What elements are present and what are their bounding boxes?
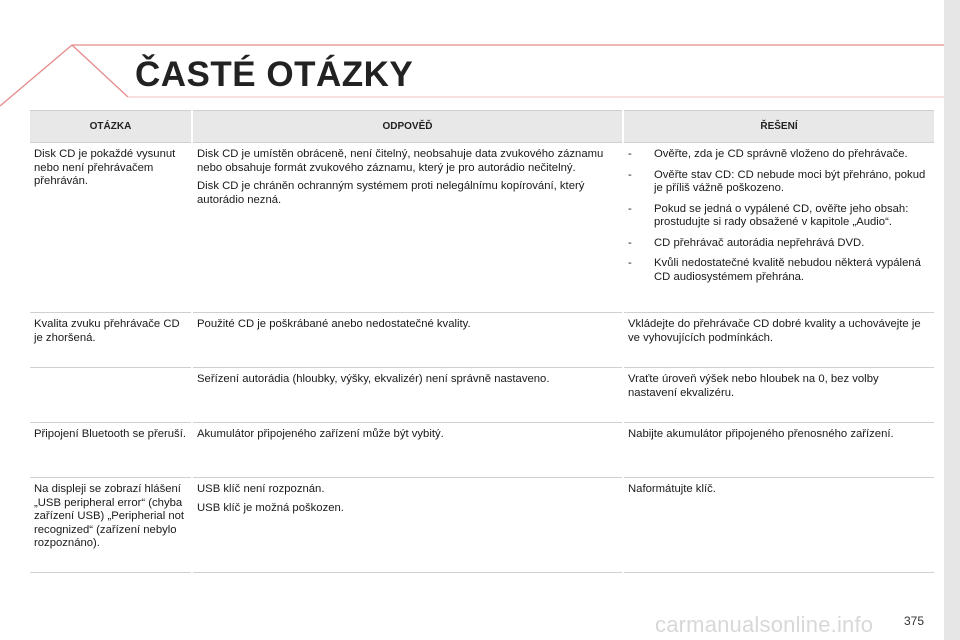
solution-cell: Nabijte akumulátor připojeného přenosného zařízení.	[623, 423, 934, 478]
answer-text: Disk CD je chráněn ochranným systémem proti nelegálnímu kopírování, který autorádio nezná.	[197, 180, 585, 206]
table-row	[30, 313, 934, 368]
table-row	[30, 368, 934, 423]
solution-item: - Kvůli nedostatečné kvalitě nebudou některá vypálená CD audiosystémem přehrána.	[628, 257, 921, 283]
faq-table	[30, 110, 934, 573]
answer-cell	[192, 423, 623, 478]
table-row	[30, 478, 934, 573]
watermark: carmanualsonline.info	[655, 612, 874, 637]
solution-cell: Naformátujte klíč.	[623, 478, 934, 573]
solution-text: Ověřte stav CD: CD nebude moci být přehráno, pokud je příliš vážně poškozeno.	[654, 168, 926, 194]
answer-text: USB klíč není rozpoznán.	[197, 483, 325, 495]
question-cell: Disk CD je pokaždé vysunut nebo není přehrávačem přehráván.	[30, 143, 192, 313]
answer-text: Použité CD je poškrábané anebo nedostatečné kvality.	[197, 318, 471, 330]
solution-item: - Ověřte, zda je CD správně vloženo do přehrávače.	[628, 148, 908, 160]
solution-item: - CD přehrávač autorádia nepřehrává DVD.	[628, 236, 865, 249]
table-row	[30, 423, 934, 478]
solution-text: Ověřte, zda je CD správně vloženo do přehrávače.	[654, 148, 908, 160]
solution-cell: Vraťte úroveň výšek nebo hloubek na 0, bez volby nastavení ekvalizéru.	[623, 368, 934, 423]
solution-list	[628, 148, 930, 284]
solution-text: Kvůli nedostatečné kvalitě nebudou některá vypálená CD audiosystémem přehrána.	[654, 257, 921, 283]
table-row	[30, 143, 934, 313]
question-cell	[30, 368, 192, 423]
question-cell: Kvalita zvuku přehrávače CD je zhoršená.	[30, 313, 192, 368]
answer-cell	[192, 313, 623, 368]
solution-cell: Vkládejte do přehrávače CD dobré kvality a uchovávejte je ve vyhovujících podmínkách.	[623, 313, 934, 368]
solution-text: Pokud se jedná o vypálené CD, ověřte jeho obsah: prostudujte si rady obsažené v kapitole „Audio“.	[654, 202, 909, 228]
table-header-row	[30, 111, 934, 143]
question-cell: Na displeji se zobrazí hlášení „USB peripheral error“ (chyba zařízení USB) „Peripherial not recognized“ (zařízení nebylo rozpoznáno).	[30, 478, 192, 573]
answer-text: Disk CD je umístěn obráceně, není čitelný, neobsahuje data zvukového záznamu nebo obsahuje formát zvukového záznamu, který je pro autorádio nečitelný.	[197, 148, 604, 174]
solution-cell	[623, 143, 934, 313]
answer-cell	[192, 368, 623, 423]
solution-item: - Ověřte stav CD: CD nebude moci být přehráno, pokud je příliš vážně poškozeno.	[628, 168, 926, 194]
answer-cell	[192, 478, 623, 573]
question-cell: Připojení Bluetooth se přeruší.	[30, 423, 192, 478]
answer-text: Seřízení autorádia (hloubky, výšky, ekvalizér) není správně nastaveno.	[197, 373, 550, 385]
page-title: ČASTÉ OTÁZKY	[135, 55, 414, 94]
solution-item: - Pokud se jedná o vypálené CD, ověřte jeho obsah: prostudujte si rady obsažené v kapitole „Audio“.	[628, 202, 909, 228]
answer-cell	[192, 143, 623, 313]
solution-text: CD přehrávač autorádia nepřehrává DVD.	[654, 236, 865, 249]
header-question: OTÁZKA	[30, 111, 192, 143]
answer-text: USB klíč je možná poškozen.	[197, 501, 344, 514]
answer-text: Akumulátor připojeného zařízení může být vybitý.	[197, 428, 444, 440]
page-number: 375	[904, 614, 925, 628]
header-answer: ODPOVĚĎ	[192, 111, 623, 143]
header-solution: ŘEŠENÍ	[623, 111, 934, 143]
